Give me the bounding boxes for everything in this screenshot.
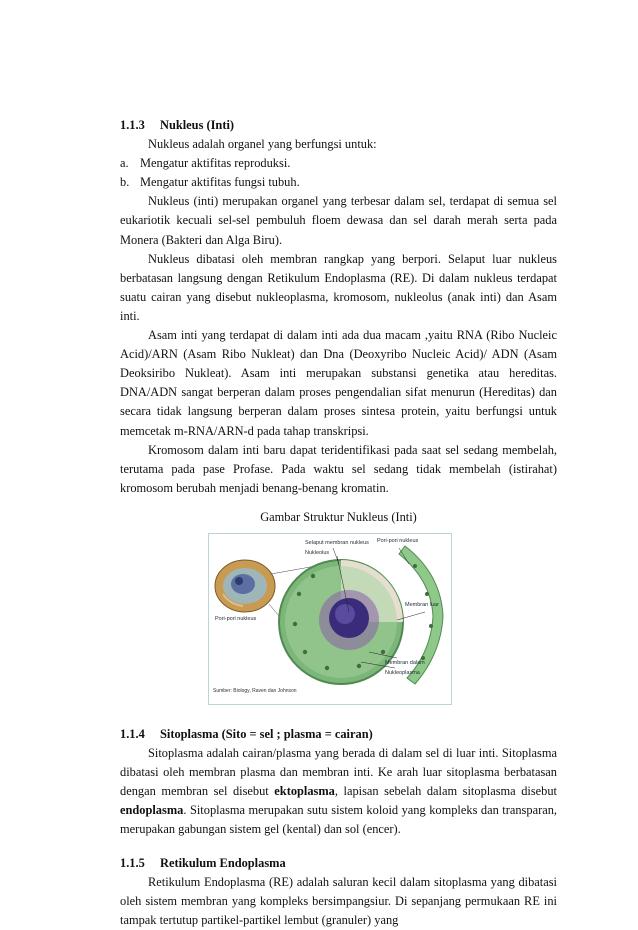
section-number: 1.1.4 <box>120 726 145 741</box>
list-item <box>120 173 557 192</box>
figure-caption: Gambar Struktur Nukleus (Inti) <box>260 509 417 524</box>
paragraph: Nukleus dibatasi oleh membran rangkap yang berpori. Selaput luar nukleus berbatasan langsung dengan Retikulum Endoplasma (RE). Di dalam nukleus terdapat suatu cairan yang disebut nukleoplasma, kromosom, nukleolus (anak inti) dan Asam inti. <box>120 251 557 323</box>
section-title: Retikulum Endoplasma <box>160 855 286 870</box>
label-nukleolus: Nukleolus <box>305 549 330 556</box>
paragraph: Kromosom dalam inti baru dapat teridentifikasi pada saat sel sedang membelah, terutama pada pase Profase. Pada waktu sel sedang tidak membelah (istirahat) kromosom berubah menjadi benang-benang kromatin. <box>120 442 557 495</box>
figure-source: Sumber: Biology, Raven dan Johnson <box>213 687 297 694</box>
bold-term: ektoplasma <box>274 784 335 799</box>
section-number: 1.1.5 <box>120 855 145 870</box>
text-run: . Sitoplasma merupakan sutu sistem koloid yang kompleks dan transparan, merupakan gabungan sistem gel (kental) dan sol (encer). <box>120 803 557 837</box>
section-heading-1-1-4 <box>120 725 557 744</box>
label-pori-pori-top: Pori-pori nukleus <box>377 537 419 544</box>
bold-term: endoplasma <box>120 803 184 818</box>
list-label: b. <box>120 175 130 190</box>
list-text: Mengatur aktifitas reproduksi. <box>140 156 291 171</box>
document-page <box>120 116 557 930</box>
cell-inset <box>215 560 275 612</box>
label-membran-luar: Membran luar <box>405 601 439 608</box>
section-title: Sitoplasma (Sito = sel ; plasma = cairan) <box>160 726 373 741</box>
section-heading-1-1-5 <box>120 854 557 873</box>
label-membran-dalam: Membran dalam <box>385 659 425 666</box>
paragraph: Retikulum Endoplasma (RE) adalah saluran kecil dalam sitoplasma yang dibatasi oleh sistem membran yang kompleks bersimpangsiur. Di sepanjang permukaan RE ini tampak tertutup partikel-partikel lembut (granuler) yang <box>120 874 557 927</box>
paragraph: Asam inti yang terdapat di dalam inti ada dua macam ,yaitu RNA (Ribo Nucleic Acid)/ARN (Asam Ribo Nukleat) dan Dna (Deoxyribo Nucleic Acid)/ ADN (Asam Deoksiribo Nukleat). Asam inti merupakan substansi genetika atau hereditas. DNA/ADN sangat berperan dalam proses pengendalian sifat menurun (Hereditas) dan secara tidak langsung berperan dalam proses sintesa protein, yaitu berfungsi untuk memcetak m-RNA/ARN-d pada tahap transkripsi. <box>120 328 557 438</box>
label-pori-pori-left: Pori-pori nukleus <box>215 615 257 622</box>
section-number: 1.1.3 <box>120 118 145 132</box>
list-item <box>120 154 557 173</box>
paragraph <box>120 744 557 839</box>
list-text: Mengatur aktifitas fungsi tubuh. <box>140 175 300 190</box>
text-run: Sitoplasma adalah cairan/plasma yang berada di dalam sel di luar inti. Sitoplasma dibatasi oleh membran plasma dan membran inti. Ke arah luar sitoplasma berbatasan dengan membran sel disebut <box>120 746 557 799</box>
list-label: a. <box>120 156 129 171</box>
section-heading-1-1-3 <box>120 116 557 135</box>
label-selaput-membran: Selaput membran nukleus <box>305 539 369 546</box>
nucleus-structure-figure <box>208 533 452 705</box>
text-run: , lapisan sebelah dalam sitoplasma disebut <box>334 784 557 799</box>
section-title: Nukleus (Inti) <box>160 118 235 132</box>
paragraph: Nukleus (inti) merupakan organel yang terbesar dalam sel, terdapat di semua sel eukariotik kecuali sel-sel pembuluh floem dewasa dan sel darah merah serta pada Monera (Bakteri dan Alga Biru). <box>120 194 557 247</box>
label-nukleoplasma: Nukleoplasma <box>385 669 420 676</box>
paragraph: Nukleus adalah organel yang berfungsi untuk: <box>148 137 377 152</box>
